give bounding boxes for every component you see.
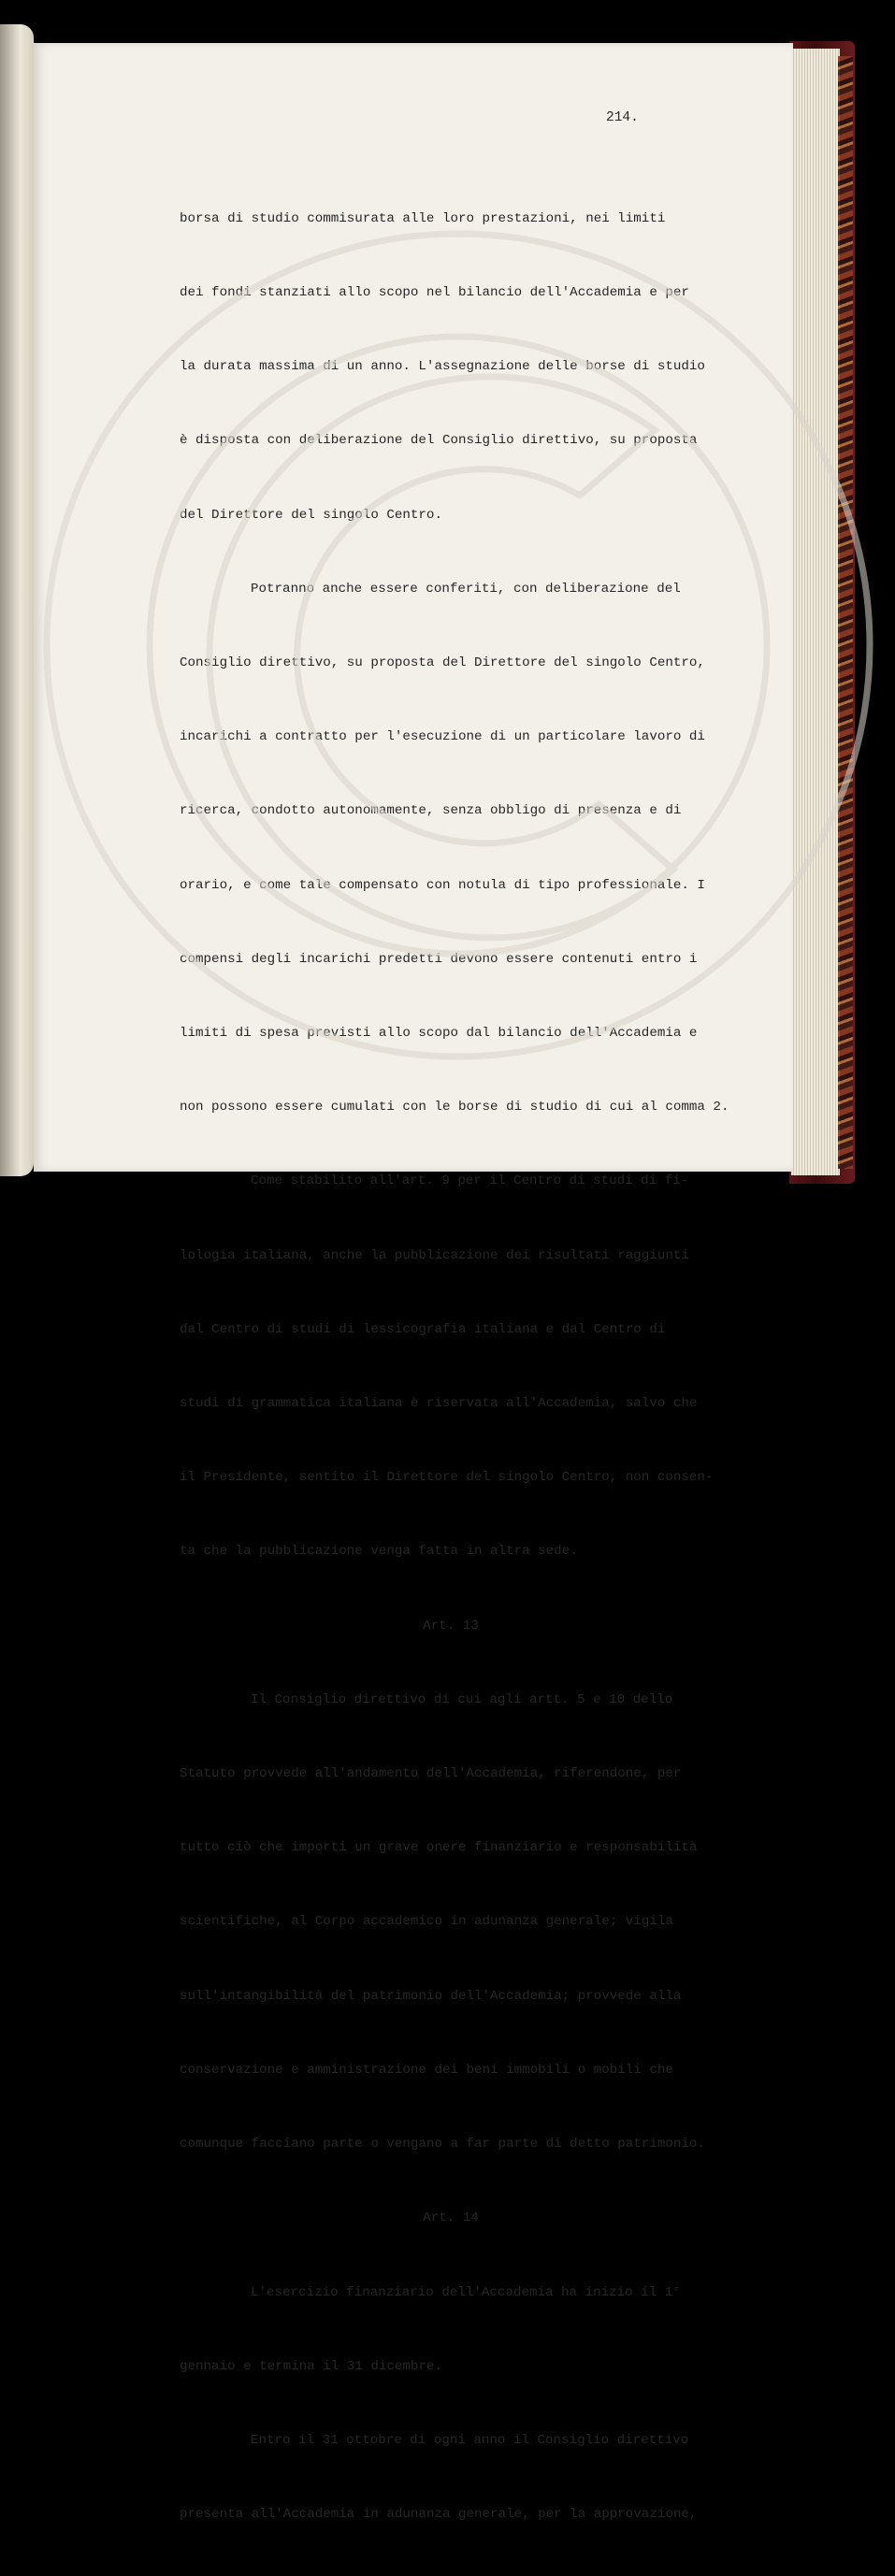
typescript-text <box>180 157 729 2576</box>
text-line: tutto ciò che importi un grave onere finanziario e responsabilità <box>180 1840 698 1856</box>
text-line: studi di grammatica italiana è riservata all'Accademia, salvo che <box>180 1396 698 1412</box>
text-line: Il Consiglio direttivo di cui agli artt. 5 e 10 dello <box>251 1691 673 1707</box>
text-line: del Direttore del singolo Centro. <box>180 507 442 523</box>
text-line: compensi degli incarichi predetti devono essere contenuti entro i <box>180 951 698 967</box>
text-line: L'esercizio finanziario dell'Accademia ha inizio il 1° <box>251 2284 681 2300</box>
text-line: non possono essere cumulati con le borse di studio di cui al comma 2. <box>180 1100 729 1115</box>
text-line: è disposta con deliberazione del Consiglio direttivo, su proposta <box>180 433 698 449</box>
text-line: lologia italiana, anche la pubblicazione dei risultati raggiunti <box>180 1247 689 1263</box>
text-line: scientifiche, al Corpo accademico in adunanza generale; vigila <box>180 1914 673 1930</box>
text-line: ricerca, condotto autonomamente, senza obbligo di presenza e di <box>180 803 682 819</box>
text-line: ta che la pubblicazione venga fatta in altra sede. <box>180 1544 578 1560</box>
text-line: presenta all'Accademia in adunanza generale, per la approvazione, <box>180 2507 698 2523</box>
text-line: gennaio e termina il 31 dicembre. <box>180 2358 442 2374</box>
text-line: comunque facciano parte o vengano a far parte di detto patrimonio. <box>180 2137 705 2152</box>
text-line: dal Centro di studi di lessicografia italiana e dal Centro di <box>180 1321 666 1337</box>
text-line: sull'intangibilità del patrimonio dell'Accademia; provvede alla <box>180 1988 682 2004</box>
text-line: la durata massima di un anno. L'assegnazione delle borse di studio <box>180 359 705 375</box>
article-heading-text: Art. 13 <box>423 1618 479 1633</box>
left-page-edge <box>0 24 34 1176</box>
article-heading <box>180 1614 703 1638</box>
page-stack-edges <box>791 49 840 1175</box>
text-line: borsa di studio commisurata alle loro prestazioni, nei limiti <box>180 210 666 226</box>
page-number: 214. <box>606 110 639 125</box>
document-page <box>34 43 793 2523</box>
text-line: limiti di spesa previsti allo scopo dal bilancio dell'Accademia e <box>180 1026 698 1042</box>
text-line: incarichi a contratto per l'esecuzione di un particolare lavoro di <box>180 729 705 745</box>
text-line: conservazione e amministrazione dei beni immobili o mobili che <box>180 2062 673 2078</box>
text-line: il Presidente, sentito il Direttore del singolo Centro, non consen- <box>180 1470 714 1486</box>
article-heading-text: Art. 14 <box>423 2210 479 2226</box>
text-line: Consiglio direttivo, su proposta del Direttore del singolo Centro, <box>180 655 705 671</box>
text-line: Come stabilito all'art. 9 per il Centro di studi di fi- <box>251 1173 689 1189</box>
text-line: orario, e come tale compensato con notula di tipo professionale. I <box>180 877 705 893</box>
text-line: Statuto provvede all'andamento dell'Accademia, riferendone, per <box>180 1766 682 1782</box>
text-line: Potranno anche essere conferiti, con deliberazione del <box>251 581 681 597</box>
text-line: dei fondi stanziati allo scopo nel bilancio dell'Accademia e per <box>180 285 689 301</box>
article-heading <box>180 2206 703 2230</box>
text-line: Entro il 31 ottobre di ogni anno il Consiglio direttivo <box>251 2432 689 2448</box>
marbled-endpaper <box>838 56 853 1169</box>
